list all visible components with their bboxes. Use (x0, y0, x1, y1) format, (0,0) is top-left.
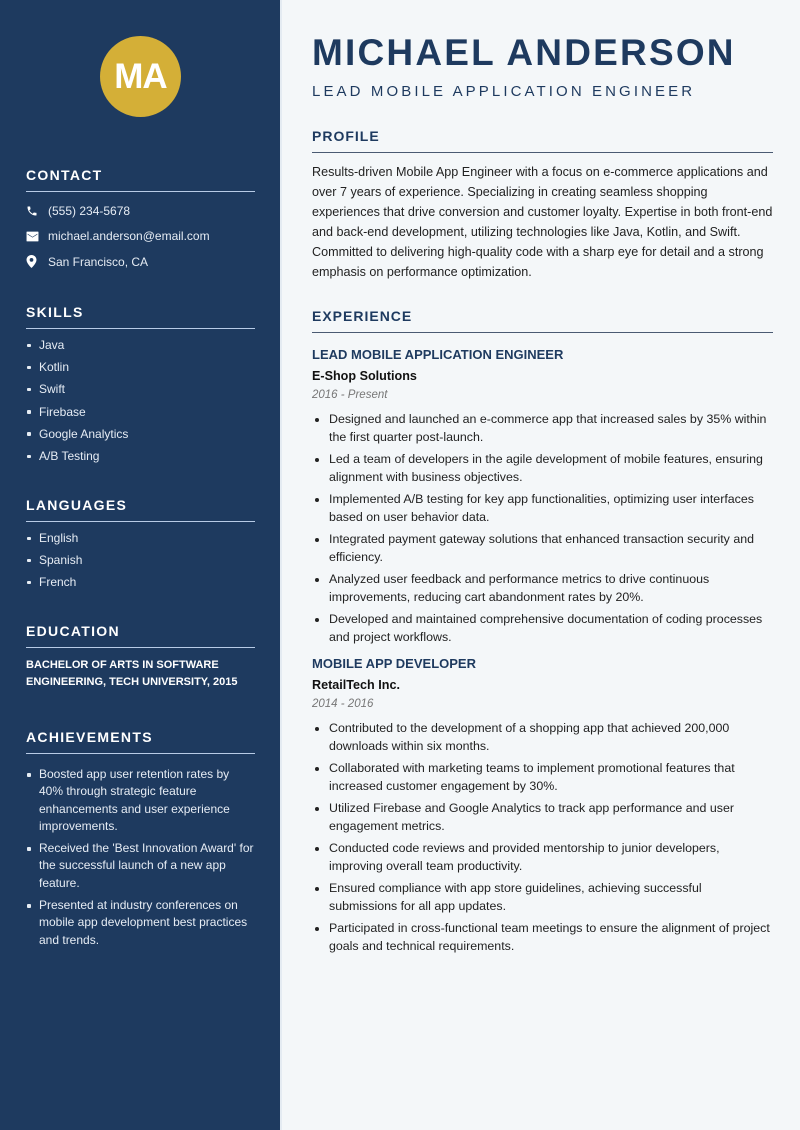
location-text: San Francisco, CA (48, 254, 149, 269)
job-company: RetailTech Inc. (312, 678, 400, 692)
job-bullets (312, 719, 773, 955)
job-bullet: Contributed to the development of a shopping app that achieved 200,000 downloads within six months. (312, 719, 773, 755)
job-bullet: Integrated payment gateway solutions that enhanced transaction security and efficiency. (312, 530, 773, 566)
profile-section (312, 128, 773, 282)
achievement-item: Presented at industry conferences on mobile app development best practices and trends. (26, 897, 255, 949)
language-item: Spanish (26, 549, 255, 571)
language-item: English (26, 527, 255, 549)
skill-item: A/B Testing (26, 445, 255, 467)
job-bullet: Developed and maintained comprehensive documentation of coding processes and project workflows. (312, 610, 773, 646)
skills-section (26, 304, 255, 467)
job-title: LEAD MOBILE APPLICATION ENGINEER (312, 347, 564, 362)
job-bullet: Implemented A/B testing for key app functionalities, optimizing user interfaces based on user behavior data. (312, 490, 773, 526)
phone-text: (555) 234-5678 (48, 203, 131, 218)
contact-phone (26, 198, 255, 224)
sidebar (0, 0, 280, 1130)
location-pin-icon (26, 255, 48, 268)
phone-icon (26, 205, 48, 217)
job-entry (312, 656, 773, 955)
education-heading: EDUCATION (26, 623, 255, 648)
job-company: E-Shop Solutions (312, 369, 417, 383)
education-text: BACHELOR OF ARTS IN SOFTWARE ENGINEERING, TECH UNIVERSITY, 2015 (26, 659, 238, 688)
languages-heading: LANGUAGES (26, 497, 255, 522)
language-item: French (26, 571, 255, 593)
job-bullet: Designed and launched an e-commerce app that increased sales by 35% within the first quarter post-launch. (312, 410, 773, 446)
job-bullet: Utilized Firebase and Google Analytics to track app performance and user engagement metrics. (312, 799, 773, 835)
job-bullet: Led a team of developers in the agile development of mobile features, ensuring alignment with business objectives. (312, 450, 773, 486)
avatar (100, 36, 181, 117)
skills-heading: SKILLS (26, 304, 255, 329)
achievements-heading: ACHIEVEMENTS (26, 729, 255, 754)
job-dates: 2016 - Present (312, 389, 388, 401)
achievement-item: Boosted app user retention rates by 40% through strategic feature enhancements and user experience improvements. (26, 766, 255, 835)
job-bullet: Conducted code reviews and provided mentorship to junior developers, improving overall team productivity. (312, 839, 773, 875)
job-entry (312, 347, 773, 646)
profile-heading: PROFILE (312, 128, 773, 153)
job-dates: 2014 - 2016 (312, 698, 374, 710)
profile-text: Results-driven Mobile App Engineer with a focus on e-commerce applications and over 7 years of experience. Specializing in creating seamless shopping experiences that drive conversion and customer loyalty. Expertise in both front-end and back-end development, utilizing technologies like Java, Kotlin, and Swift. Committed to delivering high-quality code with a sharp eye for detail and a strong emphasis on performance optimization. (312, 165, 773, 279)
candidate-title: LEAD MOBILE APPLICATION ENGINEER (312, 83, 696, 100)
experience-heading: EXPERIENCE (312, 308, 773, 333)
contact-heading: CONTACT (26, 167, 255, 192)
languages-list (26, 527, 255, 594)
education-section (26, 623, 255, 691)
skills-list (26, 334, 255, 467)
main-content (280, 0, 800, 1130)
job-bullet: Analyzed user feedback and performance metrics to drive continuous improvements, reducing cart abandonment rates by 20%. (312, 570, 773, 606)
contact-email (26, 224, 255, 250)
contact-section (26, 167, 255, 275)
avatar-initials: MA (114, 56, 167, 96)
achievements-section (26, 729, 255, 954)
contact-location (26, 249, 255, 275)
achievements-list (26, 766, 255, 949)
email-text: michael.anderson@email.com (48, 229, 210, 244)
job-bullet: Collaborated with marketing teams to implement promotional features that increased customer engagement by 30%. (312, 759, 773, 795)
skill-item: Firebase (26, 401, 255, 423)
job-bullet: Participated in cross-functional team meetings to ensure the alignment of project goals and technical requirements. (312, 919, 773, 955)
job-title: MOBILE APP DEVELOPER (312, 656, 476, 671)
skill-item: Google Analytics (26, 423, 255, 445)
email-icon (26, 231, 48, 242)
job-bullet: Ensured compliance with app store guidelines, achieving successful submissions for all app updates. (312, 879, 773, 915)
languages-section (26, 497, 255, 594)
achievement-item: Received the 'Best Innovation Award' for the successful launch of a new app feature. (26, 840, 255, 892)
skill-item: Kotlin (26, 356, 255, 378)
skill-item: Swift (26, 378, 255, 400)
skill-item: Java (26, 334, 255, 356)
job-bullets (312, 410, 773, 646)
experience-section (312, 308, 773, 959)
candidate-name: MICHAEL ANDERSON (312, 32, 736, 73)
